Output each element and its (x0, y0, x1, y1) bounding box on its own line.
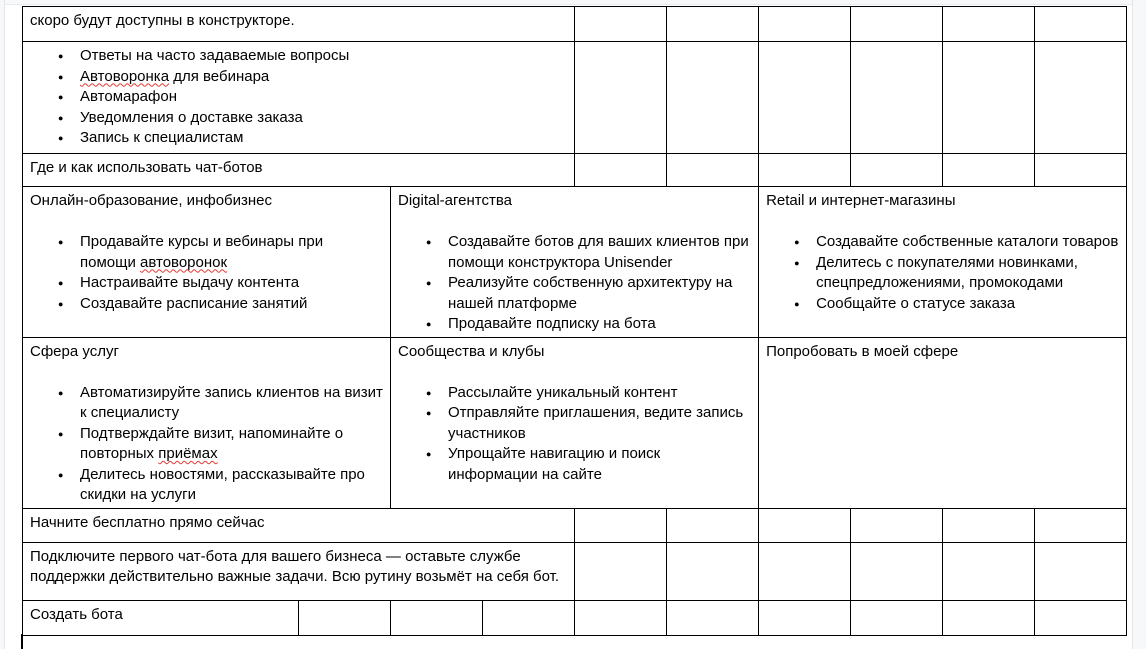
empty-cell[interactable] (759, 154, 851, 187)
list-item: ● Ответы на часто задаваемые вопросы (30, 46, 567, 67)
empty-cell[interactable] (575, 508, 667, 542)
list-item: ● Сообщайте о статусе заказа (766, 294, 1119, 315)
list-item: ● Создавайте расписание занятий (30, 294, 383, 315)
blank-line (398, 362, 751, 383)
empty-cell[interactable] (759, 42, 851, 154)
list-item: ● Делитесь новостями, рассказывайте про скидки на услуги (30, 465, 383, 506)
list-item: ● Подтверждайте визит, напоминайте о повторных приёмах (30, 424, 383, 465)
cta-description-text: Подключите первого чат-бота для вашего бизнеса — оставьте службе поддержки действительно важные задачи. Всю рутину возьмёт на себя бот. (30, 547, 559, 585)
features-list (30, 46, 567, 149)
sector-list (766, 232, 1119, 314)
empty-cell[interactable] (1035, 7, 1127, 42)
empty-cell[interactable] (759, 7, 851, 42)
sector-cell-try-in-my-sphere[interactable] (759, 337, 1127, 508)
empty-cell[interactable] (1035, 542, 1127, 600)
sector-title: Digital-агентства (398, 192, 513, 209)
cta-cell[interactable] (23, 508, 575, 542)
empty-cell[interactable] (391, 600, 483, 635)
list-item: ● Продавайте подписку на бота (398, 314, 751, 335)
empty-cell[interactable] (943, 7, 1035, 42)
empty-cell[interactable] (943, 42, 1035, 154)
empty-cell[interactable] (667, 7, 759, 42)
empty-cell[interactable] (851, 154, 943, 187)
sector-title: Сфера услуг (30, 342, 119, 360)
empty-cell[interactable] (759, 600, 851, 635)
blank-line (30, 212, 383, 233)
row-intro (23, 7, 1127, 42)
row-cta-description (23, 542, 1127, 600)
page-edge-left (0, 0, 5, 649)
empty-cell[interactable] (667, 542, 759, 600)
list-item: ● Создавайте ботов для ваших клиентов при помощи конструктора Unisender (398, 232, 751, 273)
sector-cell-communities[interactable] (391, 337, 759, 508)
sector-title: Попробовать в моей сфере (766, 342, 959, 360)
list-item: ● Делитесь с покупателями новинками, спецпредложениями, промокодами (766, 253, 1119, 294)
empty-cell[interactable] (851, 42, 943, 154)
empty-cell[interactable] (667, 600, 759, 635)
empty-cell[interactable] (575, 7, 667, 42)
window-background-top (0, 0, 1146, 5)
row-sectors-1 (23, 187, 1127, 338)
empty-cell[interactable] (575, 154, 667, 187)
empty-cell[interactable] (575, 600, 667, 635)
sector-list (30, 383, 383, 506)
empty-cell[interactable] (1035, 508, 1127, 542)
empty-cell[interactable] (483, 600, 575, 635)
empty-cell[interactable] (299, 600, 391, 635)
empty-cell[interactable] (1035, 42, 1127, 154)
sector-cell-retail[interactable] (759, 187, 1127, 338)
document-table (22, 6, 1127, 636)
list-item: ● Запись к специалистам (30, 128, 567, 149)
blank-line (398, 212, 751, 233)
list-item: ● Автоматизируйте запись клиентов на визит к специалисту (30, 383, 383, 424)
empty-cell[interactable] (943, 542, 1035, 600)
empty-cell[interactable] (759, 508, 851, 542)
sector-title: Retail и интернет-магазины (766, 192, 956, 209)
empty-cell[interactable] (667, 42, 759, 154)
list-item: ● Продавайте курсы и вебинары при помощи автоворонок (30, 232, 383, 273)
list-item: ● Настраивайте выдачу контента (30, 273, 383, 294)
cta-text: Начните бесплатно прямо сейчас (30, 513, 265, 531)
empty-cell[interactable] (667, 508, 759, 542)
empty-cell[interactable] (1035, 600, 1127, 635)
blank-line (30, 362, 383, 383)
list-item: ● Реализуйте собственную архитектуру на нашей платформе (398, 273, 751, 314)
empty-cell[interactable] (943, 600, 1035, 635)
list-item: ● Автомарафон (30, 87, 567, 108)
empty-cell[interactable] (943, 154, 1035, 187)
empty-cell[interactable] (575, 542, 667, 600)
features-cell[interactable] (23, 42, 575, 154)
sector-title: Сообщества и клубы (398, 342, 545, 360)
sector-cell-services[interactable] (23, 337, 391, 508)
empty-cell[interactable] (851, 7, 943, 42)
page-edge-right (1132, 0, 1146, 649)
empty-cell[interactable] (851, 508, 943, 542)
intro-text: скоро будут доступны в конструкторе. (30, 12, 295, 29)
sector-list (30, 232, 383, 314)
empty-cell[interactable] (1035, 154, 1127, 187)
blank-line (766, 212, 1119, 233)
intro-cell[interactable] (23, 7, 575, 42)
row-cta (23, 508, 1127, 542)
misspelled-word: Автоворонка (80, 67, 170, 85)
sector-list (398, 232, 751, 335)
list-item: ● Создавайте собственные каталоги товаров (766, 232, 1119, 253)
where-text: Где и как использовать чат-ботов (30, 159, 263, 176)
row-create-bot (23, 600, 1127, 635)
cta-description-cell[interactable] (23, 542, 575, 600)
empty-cell[interactable] (667, 154, 759, 187)
misspelled-word: приёмах (158, 445, 218, 462)
empty-cell[interactable] (759, 542, 851, 600)
sector-list (398, 383, 751, 486)
list-item: ● Уведомления о доставке заказа (30, 108, 567, 129)
create-bot-cell[interactable] (23, 600, 299, 635)
sector-title: Онлайн-образование, инфобизнес (30, 192, 273, 209)
list-item: ● Рассылайте уникальный контент (398, 383, 751, 404)
where-cell[interactable] (23, 154, 575, 187)
sector-cell-online-education[interactable] (23, 187, 391, 338)
text-cursor-caret (21, 634, 23, 649)
empty-cell[interactable] (943, 508, 1035, 542)
row-features (23, 42, 1127, 154)
empty-cell[interactable] (575, 42, 667, 154)
list-item: ● Автоворонка для вебинара (30, 67, 567, 88)
misspelled-word: автоворонок (140, 253, 228, 271)
list-item: ● Отправляйте приглашения, ведите запись участников (398, 403, 751, 444)
row-where (23, 154, 1127, 187)
create-bot-text: Создать бота (30, 605, 123, 623)
sector-cell-digital-agencies[interactable] (391, 187, 759, 338)
list-item: ● Упрощайте навигацию и поиск информации на сайте (398, 444, 751, 485)
empty-cell[interactable] (851, 542, 943, 600)
row-sectors-2 (23, 337, 1127, 508)
empty-cell[interactable] (851, 600, 943, 635)
